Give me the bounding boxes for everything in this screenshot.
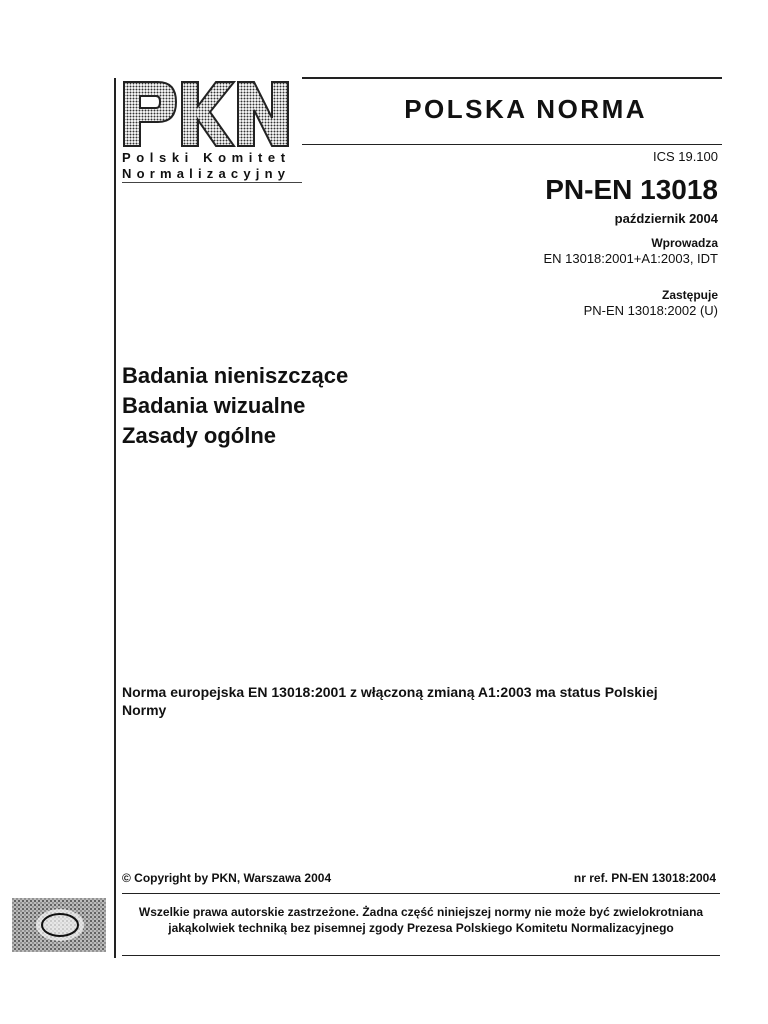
organization-underline bbox=[122, 182, 302, 183]
document-type-title: POLSKA NORMA bbox=[404, 94, 647, 124]
status-statement: Norma europejska EN 13018:2001 z włączoną zmianą A1:2003 ma status Polskiej Normy bbox=[122, 684, 658, 718]
publication-date: październik 2004 bbox=[614, 211, 718, 226]
stamp-icon bbox=[10, 896, 108, 954]
introduces-label: Wprowadza bbox=[651, 236, 718, 250]
replaces-label: Zastępuje bbox=[661, 288, 718, 302]
ics-code: ICS 19.100 bbox=[652, 149, 718, 164]
title-line-2: Badania wizualne bbox=[122, 393, 306, 418]
header-top-rule bbox=[302, 77, 722, 79]
organization-line-2: Normalizacyjny bbox=[122, 166, 291, 181]
reference-number: nr ref. PN-EN 13018:2004 bbox=[573, 871, 716, 885]
title-line-1: Badania nieniszczące bbox=[122, 363, 349, 388]
header-bottom-rule bbox=[302, 144, 722, 145]
footer-bottom-rule bbox=[122, 955, 720, 956]
standard-number: PN-EN 13018 bbox=[545, 174, 718, 205]
footer-top-rule bbox=[122, 893, 720, 894]
replaces-value: PN-EN 13018:2002 (U) bbox=[583, 303, 718, 318]
organization-line-1: Polski Komitet bbox=[122, 150, 291, 165]
title-line-3: Zasady ogólne bbox=[122, 423, 277, 448]
pkn-logo-icon bbox=[120, 76, 292, 150]
copyright-notice: © Copyright by PKN, Warszawa 2004 bbox=[122, 871, 332, 885]
introduces-value: EN 13018:2001+A1:2003, IDT bbox=[543, 251, 718, 266]
rights-reserved-notice: Wszelkie prawa autorskie zastrzeżone. Żadna część niniejszej normy nie może być zwielokrotniana jakąkolwiek techniką bez pisemnej zgody Prezesa Polskiego Komitetu Normalizacyjnego bbox=[138, 905, 704, 935]
left-vertical-rule bbox=[114, 78, 116, 958]
